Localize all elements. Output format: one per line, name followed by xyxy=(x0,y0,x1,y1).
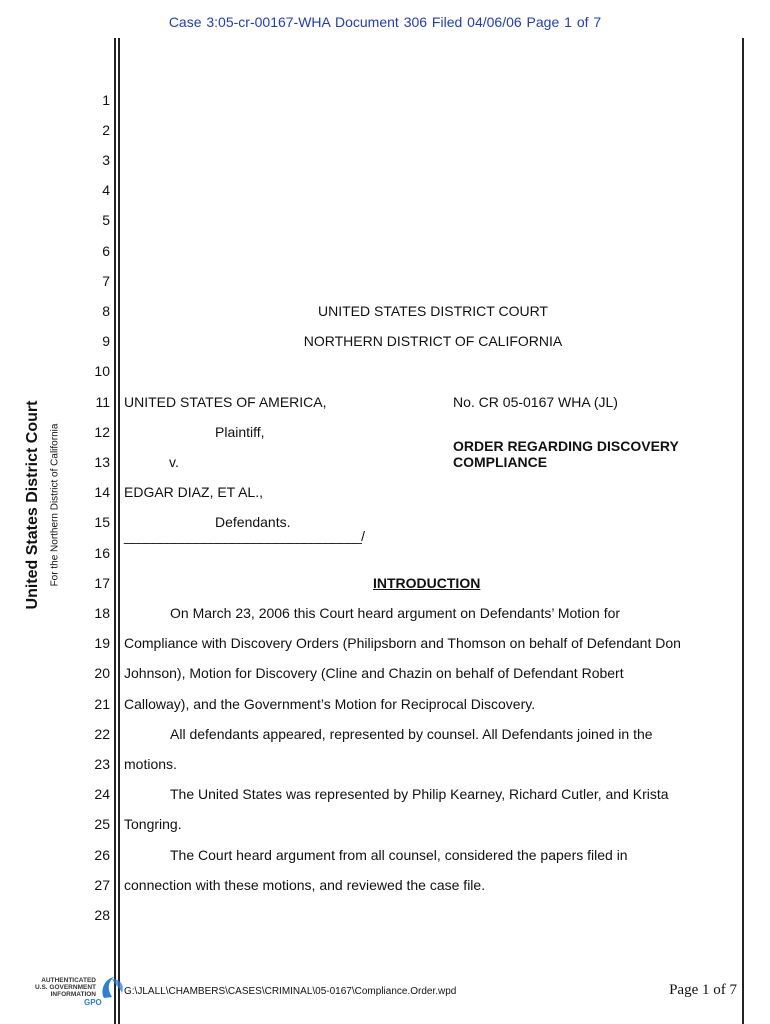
line-number: 15 xyxy=(94,514,110,530)
line-number: 28 xyxy=(94,907,110,923)
line-number: 26 xyxy=(94,847,110,863)
left-margin-rule-1 xyxy=(114,38,116,1024)
line-number: 20 xyxy=(94,665,110,681)
gpo-mark: GPO xyxy=(84,998,102,1007)
line-number: 25 xyxy=(94,816,110,832)
side-district-label: For the Northern District of California xyxy=(49,423,61,587)
line-number: 12 xyxy=(94,424,110,440)
line-number: 11 xyxy=(95,394,110,410)
side-court-label: United States District Court xyxy=(24,400,41,610)
body-line: The Court heard argument from all counsel, considered the papers filed in xyxy=(170,847,628,863)
caption-rule: _________________________________/ xyxy=(124,528,365,544)
line-number: 7 xyxy=(102,273,110,289)
body-line: Compliance with Discovery Orders (Philipsborn and Thomson on behalf of Defendant Don xyxy=(124,635,681,651)
body-line: connection with these motions, and reviewed the case file. xyxy=(124,877,486,893)
line-number: 17 xyxy=(94,575,110,591)
body-line: All defendants appeared, represented by counsel. All Defendants joined in the xyxy=(170,726,653,742)
left-margin-rule-2 xyxy=(118,38,120,1024)
line-number: 19 xyxy=(94,635,110,651)
footer-file-path: G:\JLALL\CHAMBERS\CASES\CRIMINAL\05-0167\Compliance.Order.wpd xyxy=(124,986,457,997)
body-line: Johnson), Motion for Discovery (Cline and Chazin on behalf of Defendant Robert xyxy=(124,665,624,681)
right-margin-rule xyxy=(742,38,744,1024)
line-number: 14 xyxy=(94,484,110,500)
line-number: 10 xyxy=(94,363,110,379)
caption-plaintiff: UNITED STATES OF AMERICA, xyxy=(124,394,327,410)
caption-plaintiff-role: Plaintiff, xyxy=(215,424,265,440)
body-line: On March 23, 2006 this Court heard argument on Defendants’ Motion for xyxy=(170,605,621,621)
line-number: 3 xyxy=(102,152,110,168)
gpo-logo-text: AUTHENTICATED U.S. GOVERNMENT INFORMATION xyxy=(34,977,96,998)
line-number: 1 xyxy=(102,92,110,108)
body-line: motions. xyxy=(124,756,177,772)
body-line: Tongring. xyxy=(124,816,182,832)
caption-defendant-role: Defendants. xyxy=(215,514,291,530)
order-title-line-1: ORDER REGARDING DISCOVERY xyxy=(453,438,679,454)
line-number: 16 xyxy=(94,545,110,561)
court-district: NORTHERN DISTRICT OF CALIFORNIA xyxy=(303,333,563,349)
line-number: 13 xyxy=(94,454,110,470)
line-number: 8 xyxy=(102,303,110,319)
line-number: 6 xyxy=(102,243,110,259)
line-number: 18 xyxy=(94,605,110,621)
line-number: 5 xyxy=(102,212,110,228)
document-header: Case 3:05-cr-00167-WHA Document 306 Filed 04/06/06 Page 1 of 7 xyxy=(168,14,602,30)
line-number: 4 xyxy=(102,182,110,198)
body-line: Calloway), and the Government’s Motion for Reciprocal Discovery. xyxy=(124,696,536,712)
caption-case-number: No. CR 05-0167 WHA (JL) xyxy=(453,394,618,410)
section-heading: INTRODUCTION xyxy=(373,575,481,591)
order-title-line-2: COMPLIANCE xyxy=(453,454,548,470)
line-number: 27 xyxy=(94,877,110,893)
caption-versus: v. xyxy=(169,454,179,470)
gpo-authenticated-logo xyxy=(28,973,138,1013)
line-number: 22 xyxy=(94,726,110,742)
court-title: UNITED STATES DISTRICT COURT xyxy=(318,303,548,319)
line-number: 24 xyxy=(94,786,110,802)
line-number: 23 xyxy=(94,756,110,772)
caption-defendant: EDGAR DIAZ, ET AL., xyxy=(124,484,264,500)
body-line: The United States was represented by Philip Kearney, Richard Cutler, and Krista xyxy=(170,786,669,802)
line-number: 21 xyxy=(94,696,110,712)
line-number: 2 xyxy=(102,122,110,138)
footer-page-number: Page 1 of 7 xyxy=(669,982,737,998)
line-number: 9 xyxy=(102,333,110,349)
